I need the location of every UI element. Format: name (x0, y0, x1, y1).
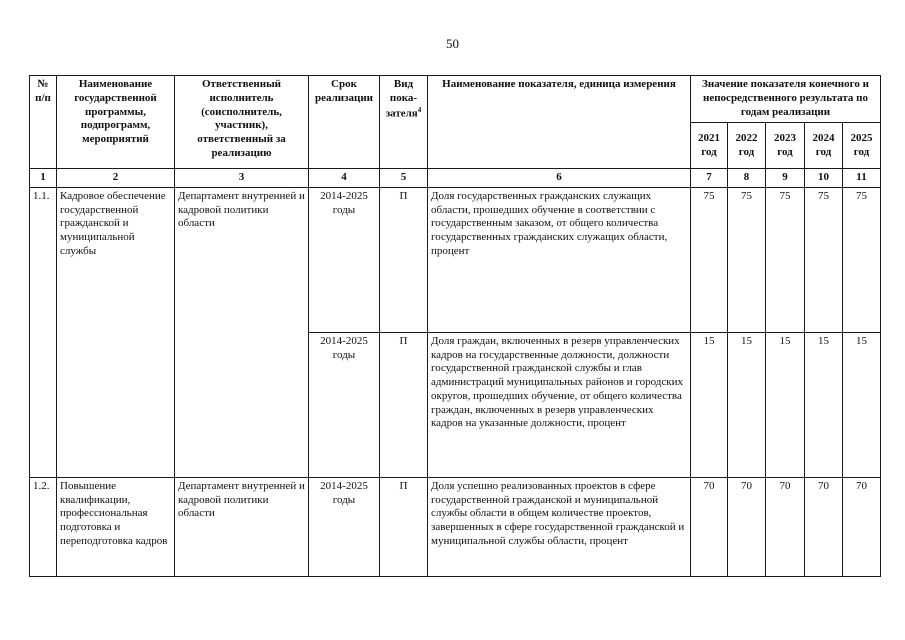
row-value: 15 (805, 332, 843, 477)
column-number: 9 (766, 169, 805, 188)
row-value: 70 (728, 477, 766, 576)
row-value: 75 (843, 187, 881, 332)
header-type: Вид пока-зателя$^4$ (380, 76, 428, 169)
row-num: 1.2. (30, 477, 57, 576)
row-indicator-name: Доля государственных гражданских служащих области, прошедших обучение в соответствии с государственным заказом, от общего количества государственных гражданских служащих области, процент (428, 187, 691, 332)
row-value: 70 (805, 477, 843, 576)
header-year: 2025 год (843, 123, 881, 169)
column-number: 4 (309, 169, 380, 188)
header-year: 2024 год (805, 123, 843, 169)
row-executor: Департамент внутренней и кадровой политики области (175, 187, 309, 477)
column-number: 7 (691, 169, 728, 188)
row-value: 15 (843, 332, 881, 477)
row-indicator-name: Доля успешно реализованных проектов в сфере государственной гражданской и муниципальной службы области в общем количестве проектов, завершенных в сфере государственной гражданской и муниципальной службы области, процент (428, 477, 691, 576)
column-number: 6 (428, 169, 691, 188)
row-value: 70 (843, 477, 881, 576)
header-period: Срок реализации (309, 76, 380, 169)
header-program: Наименование государственной программы, подпрограмм, мероприятий (57, 76, 175, 169)
column-number: 3 (175, 169, 309, 188)
header-year: 2021 год (691, 123, 728, 169)
page-number: 50 (446, 36, 459, 51)
header-indicator-name: Наименование показателя, единица измерения (428, 76, 691, 169)
row-program: Повышение квалификации, профессиональная подготовка и переподготовка кадров (57, 477, 175, 576)
header-num: № п/п (30, 76, 57, 169)
column-number: 10 (805, 169, 843, 188)
row-value: 75 (728, 187, 766, 332)
table-row (30, 187, 881, 332)
row-program: Кадровое обеспечение государственной гражданской и муниципальной службы (57, 187, 175, 477)
row-value: 15 (691, 332, 728, 477)
row-value: 15 (766, 332, 805, 477)
row-type: П (380, 477, 428, 576)
row-value: 75 (766, 187, 805, 332)
row-num: 1.1. (30, 187, 57, 477)
column-number: 11 (843, 169, 881, 188)
header-executor: Ответственный исполнитель (соисполнитель, участник), ответственный за реализацию (175, 76, 309, 169)
row-value: 75 (805, 187, 843, 332)
header-values-group: Значение показателя конечного и непосредственного результата по годам реализации (691, 76, 881, 123)
row-period: 2014-2025 годы (309, 332, 380, 477)
row-type: П (380, 332, 428, 477)
row-value: 70 (766, 477, 805, 576)
header-year: 2022 год (728, 123, 766, 169)
column-number: 1 (30, 169, 57, 188)
header-year: 2023 год (766, 123, 805, 169)
column-number: 8 (728, 169, 766, 188)
column-number: 2 (57, 169, 175, 188)
row-value: 15 (728, 332, 766, 477)
header-row (30, 76, 881, 123)
row-type: П (380, 187, 428, 332)
column-numbers-row (30, 169, 881, 188)
indicators-table (29, 75, 881, 577)
row-value: 70 (691, 477, 728, 576)
row-indicator-name: Доля граждан, включенных в резерв управленческих кадров на государственные должности, должности государственной гражданской службы и глав администраций муниципальных районов и городских округов, прошедших обучение, от общего количества граждан, включенных в резерв управленческих кадров на указанные должности, процент (428, 332, 691, 477)
row-value: 75 (691, 187, 728, 332)
row-period: 2014-2025 годы (309, 187, 380, 332)
table-row (30, 477, 881, 576)
column-number: 5 (380, 169, 428, 188)
row-executor: Департамент внутренней и кадровой политики области (175, 477, 309, 576)
row-period: 2014-2025 годы (309, 477, 380, 576)
